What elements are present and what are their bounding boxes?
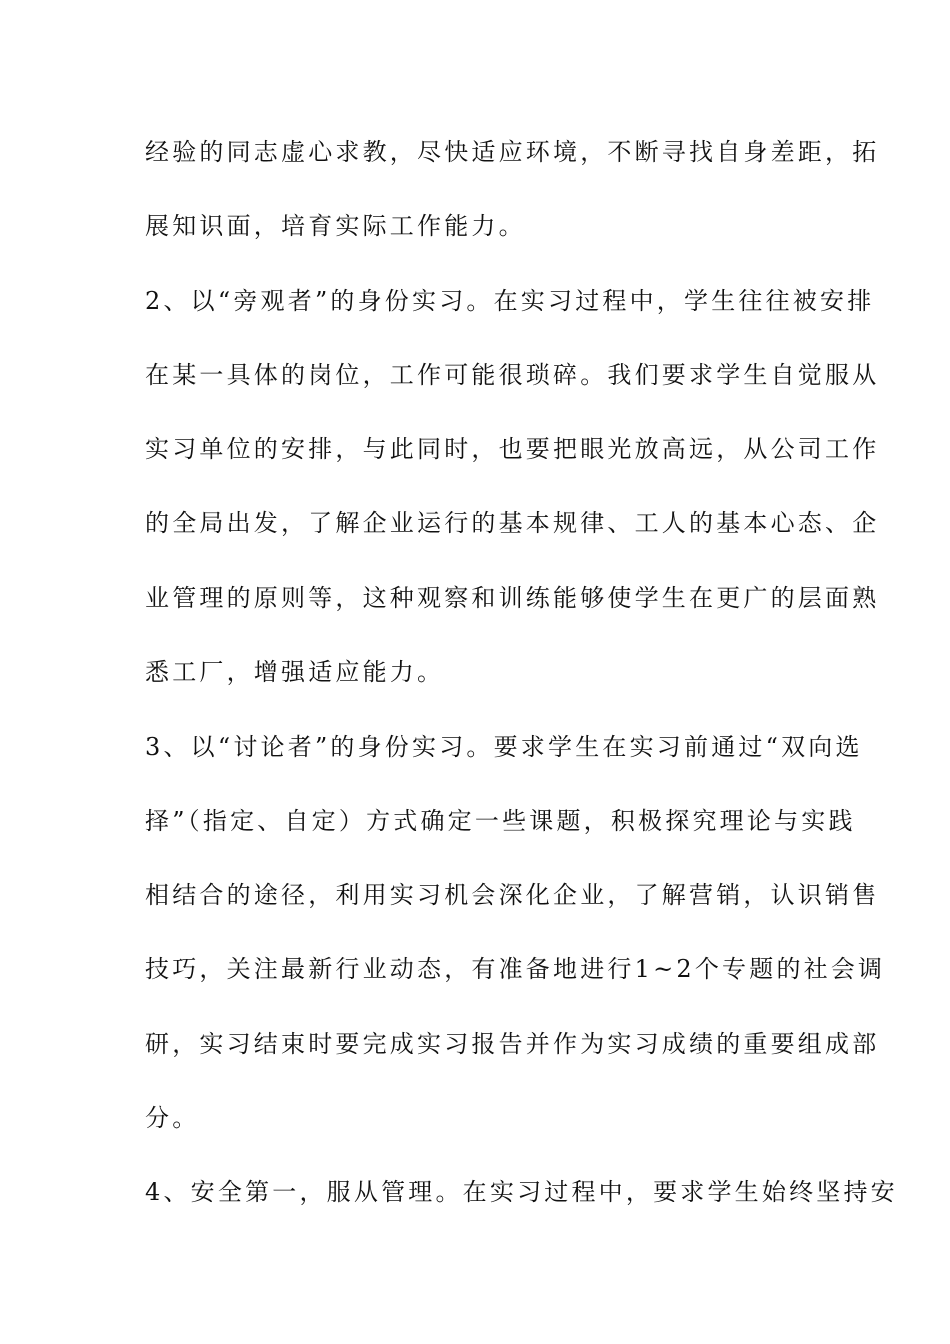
- paragraph-line: 悉工厂，增强适应能力。: [145, 658, 445, 686]
- paragraph-line: 实习单位的安排，与此同时，也要把眼光放高远，从公司工作: [145, 435, 880, 463]
- paragraph-line: 择”（指定、自定）方式确定一些课题，积极探究理论与实践: [145, 807, 856, 835]
- paragraph-line: 2、以“旁观者”的身份实习。在实习过程中，学生往往被安排: [145, 287, 875, 315]
- paragraph-line: 分。: [145, 1104, 200, 1132]
- paragraph-line: 相结合的途径，利用实习机会深化企业，了解营销，认识销售: [145, 881, 880, 909]
- paragraph-line: 业管理的原则等，这种观察和训练能够使学生在更广的层面熟: [145, 584, 880, 612]
- paragraph-line: 3、以“讨论者”的身份实习。要求学生在实习前通过“双向选: [145, 733, 863, 761]
- paragraph-line: 在某一具体的岗位，工作可能很琐碎。我们要求学生自觉服从: [145, 361, 880, 389]
- paragraph-line: 4、安全第一，服从管理。在实习过程中，要求学生始终坚持安: [145, 1178, 898, 1206]
- paragraph-line: 经验的同志虚心求教，尽快适应环境，不断寻找自身差距，拓: [145, 138, 880, 166]
- paragraph-line: 展知识面，培育实际工作能力。: [145, 212, 526, 240]
- paragraph-line: 技巧，关注最新行业动态，有准备地进行1~2个专题的社会调: [145, 955, 886, 983]
- paragraph-line: 研，实习结束时要完成实习报告并作为实习成绩的重要组成部: [145, 1030, 880, 1058]
- paragraph-line: 的全局出发，了解企业运行的基本规律、工人的基本心态、企: [145, 509, 880, 537]
